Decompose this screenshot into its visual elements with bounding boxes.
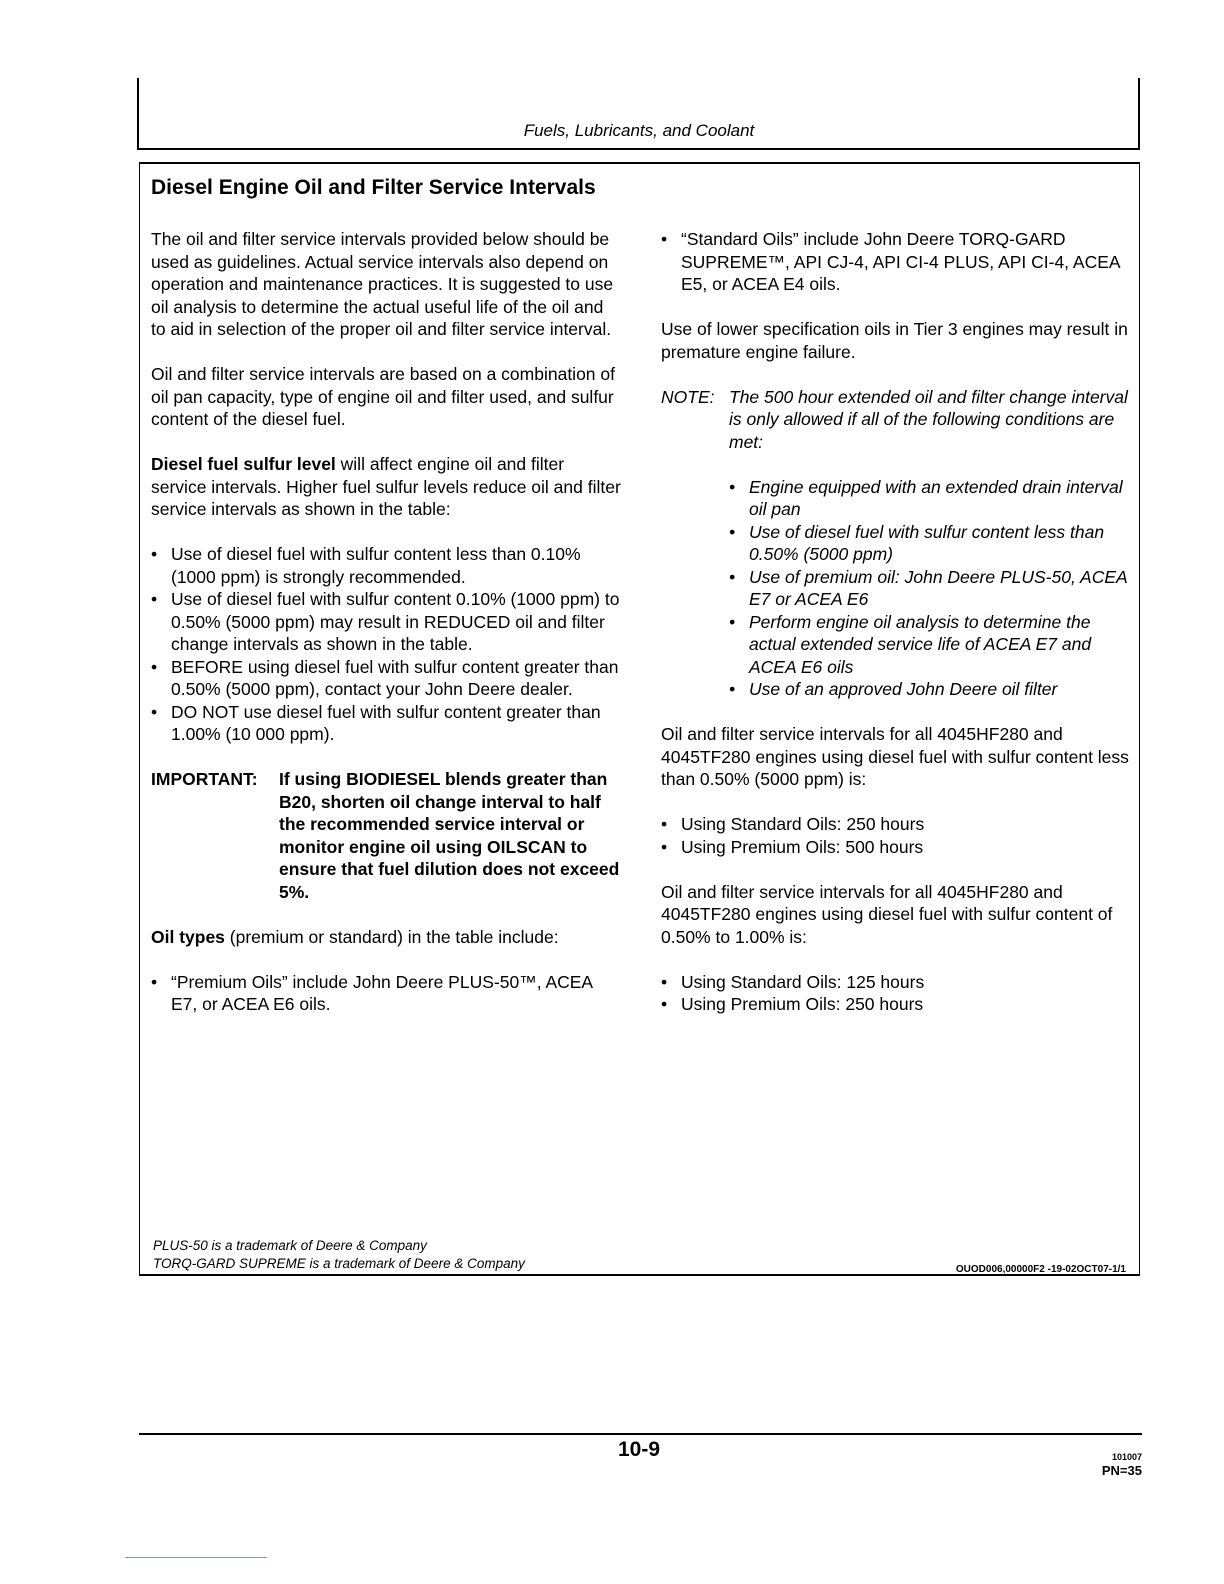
- intro-paragraph: The oil and filter service intervals provided below should be used as guidelines. Actual service intervals also depend on operation and maintenance practices. It is suggested to use oil analysis to determine the actual useful life of the oil and to aid in selection of the proper oil and filter service interval.: [151, 229, 614, 339]
- list-item: • Using Premium Oils: 500 hours: [661, 836, 1131, 859]
- oil-types-heading: Oil types: [151, 926, 225, 947]
- sulfur-heading: Diesel fuel sulfur level: [151, 454, 336, 474]
- list-item: • Use of diesel fuel with sulfur content less than 0.50% (5000 ppm): [729, 521, 1131, 566]
- header-rule-bottom: [137, 148, 1140, 150]
- tier3-warning-paragraph: Use of lower specification oils in Tier 3 engines may result in premature engine failure.: [661, 319, 1128, 362]
- high-sulfur-interval-list: [661, 971, 1131, 1016]
- important-text: If using BIODIESEL blends greater than B20, shorten oil change interval to half the recommended service interval or monitor engine oil using OILSCAN to ensure that fuel dilution does not exceed 5%.: [279, 769, 620, 902]
- list-item: • Use of premium oil: John Deere PLUS-50, ACEA E7 or ACEA E6: [729, 566, 1131, 611]
- document-id: OUOD006,00000F2 -19-02OCT07-1/1: [955, 1264, 1126, 1275]
- trademark-note: PLUS-50 is a trademark of Deere & Company: [153, 1238, 427, 1253]
- right-column: [661, 228, 1131, 1038]
- list-item: • “Premium Oils” include John Deere PLUS-50™, ACEA E7, or ACEA E6 oils.: [151, 971, 621, 1016]
- list-item: • Use of an approved John Deere oil filter: [729, 678, 1131, 701]
- list-item: • “Standard Oils” include John Deere TORQ-GARD SUPREME™, API CJ-4, API CI-4 PLUS, API CI-4, ACEA E5, or ACEA E4 oils.: [661, 228, 1131, 296]
- high-sulfur-interval-paragraph: Oil and filter service intervals for all 4045HF280 and 4045TF280 engines using diesel fuel with sulfur content of 0.50% to 1.00% is:: [661, 881, 1113, 947]
- sulfur-paragraph: [151, 453, 621, 521]
- list-item: • DO NOT use diesel fuel with sulfur content greater than 1.00% (10 000 ppm).: [151, 701, 621, 746]
- note-conditions-list: [729, 476, 1131, 701]
- page-number: 10-9: [618, 1438, 661, 1461]
- list-item: • Engine equipped with an extended drain interval oil pan: [729, 476, 1131, 521]
- chapter-title: Fuels, Lubricants, and Coolant: [523, 121, 755, 140]
- date-code: 101007: [1111, 1452, 1142, 1462]
- list-item: • Using Premium Oils: 250 hours: [661, 993, 1131, 1016]
- header-rule-left: [137, 78, 139, 150]
- oil-types-paragraph: [151, 926, 621, 949]
- oil-types-text: (premium or standard) in the table include:: [224, 926, 559, 947]
- footer-rule: [139, 1433, 1142, 1435]
- list-item: • Perform engine oil analysis to determine the actual extended service life of ACEA E7 and ACEA E6 oils: [729, 611, 1131, 679]
- list-item: • Using Standard Oils: 125 hours: [661, 971, 1131, 994]
- header-rule-right: [1138, 78, 1140, 150]
- premium-oils-list: [151, 971, 621, 1016]
- list-item: • BEFORE using diesel fuel with sulfur content greater than 0.50% (5000 ppm), contact your John Deere dealer.: [151, 656, 621, 701]
- scan-artifact-line: [125, 1557, 267, 1558]
- list-item: • Use of diesel fuel with sulfur content 0.10% (1000 ppm) to 0.50% (5000 ppm) may result in REDUCED oil and filter change intervals as shown in the table.: [151, 588, 621, 656]
- sulfur-text: will affect engine oil and filter service intervals. Higher fuel sulfur levels reduce oil and filter service intervals as shown in the table:: [151, 454, 621, 519]
- note-text: The 500 hour extended oil and filter change interval is only allowed if all of the following conditions are met:: [729, 386, 1128, 452]
- trademark-note: TORQ-GARD SUPREME is a trademark of Deere & Company: [153, 1256, 525, 1271]
- standard-oils-list: [661, 228, 1131, 296]
- sulfur-bullet-list: [151, 543, 621, 746]
- list-item: • Using Standard Oils: 250 hours: [661, 813, 1131, 836]
- low-sulfur-interval-paragraph: Oil and filter service intervals for all 4045HF280 and 4045TF280 engines using diesel fuel with sulfur content less than 0.50% (5000 ppm) is:: [661, 724, 1129, 789]
- important-label: IMPORTANT:: [151, 769, 258, 789]
- section-title: Diesel Engine Oil and Filter Service Intervals: [151, 176, 596, 199]
- trademark-notes: [153, 1237, 525, 1273]
- list-item: • Use of diesel fuel with sulfur content less than 0.10% (1000 ppm) is strongly recommended.: [151, 543, 621, 588]
- important-notice: [151, 768, 621, 903]
- note-block: [661, 386, 1131, 454]
- low-sulfur-interval-list: [661, 813, 1131, 858]
- left-column: [151, 228, 621, 1038]
- page-count: PN=35: [1101, 1463, 1142, 1478]
- note-label: NOTE:: [661, 386, 715, 407]
- basis-paragraph: Oil and filter service intervals are based on a combination of oil pan capacity, type of engine oil and filter used, and sulfur content of the diesel fuel.: [151, 364, 615, 429]
